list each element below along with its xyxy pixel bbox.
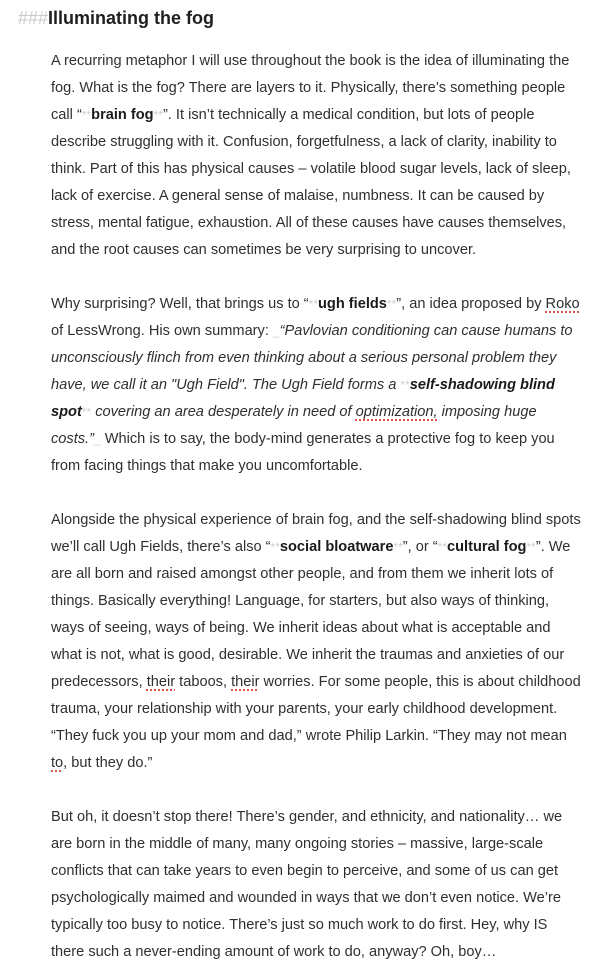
spellcheck-word[interactable]: their — [231, 673, 260, 690]
text: ”, or “ — [402, 538, 438, 555]
text: Why surprising? Well, that brings us to “ — [51, 295, 309, 312]
italic-marker: _ — [93, 431, 101, 446]
text: worries. For some people, this is about childhood trauma, your relationship with your parents, your early childhood development. “They fuck you up your mom and dad,” wrote Philip Larkin. “They may not mean — [51, 673, 581, 744]
text: A recurring metaphor I will use throughout the book is the idea of illuminating the fog. What is the fog? There are layers to it. Physically, there’s something people call “ — [51, 52, 570, 123]
text: of LessWrong. His own summary: — [51, 322, 273, 339]
bold-marker: ** — [386, 296, 397, 311]
section-heading — [18, 6, 214, 30]
text: ”, an idea proposed by — [396, 295, 546, 312]
spellcheck-word[interactable]: to — [51, 754, 64, 771]
paragraph-ugh-fields[interactable] — [51, 291, 581, 480]
bold-term-social-bloatware — [271, 539, 403, 555]
spellcheck-word[interactable]: optimization, — [355, 403, 438, 420]
bold-text: cultural fog — [447, 538, 527, 555]
bold-text: self-shadowing blind spot — [51, 376, 555, 420]
bold-marker: ** — [437, 539, 448, 554]
paragraph-brain-fog[interactable] — [51, 48, 581, 264]
bold-term-brain-fog — [82, 107, 163, 123]
bold-term-ugh-fields — [309, 296, 397, 312]
bold-marker: ** — [81, 107, 92, 122]
spellcheck-word[interactable]: Roko — [545, 295, 580, 312]
text: Which is to say, the body-mind generates a protective fog to keep you from facing things that make you uncomfortable. — [51, 430, 555, 474]
text: , but they do.” — [63, 754, 153, 771]
bold-marker: ** — [400, 377, 410, 392]
bold-marker: ** — [153, 107, 163, 122]
bold-marker: ** — [81, 404, 92, 419]
bold-marker: ** — [308, 296, 318, 311]
bold-marker: ** — [526, 539, 536, 554]
bold-marker: ** — [270, 539, 280, 554]
bold-term-cultural-fog — [438, 539, 536, 555]
italic-text: covering an area desperately in need of — [91, 403, 356, 420]
text: ”. We are all born and raised amongst other people, and from them we inherit lots of things. Basically everything! Language, for starters, but also ways of thinking, ways of seeing, ways of being. We inherit ideas about what is acceptable and what is not, what is good, desirable. We inherit the traumas and anxieties of our predecessors, — [51, 538, 571, 690]
heading-text: Illuminating the fog — [48, 8, 215, 28]
paragraph-conflicts[interactable] — [51, 804, 581, 966]
text: ”. It isn’t technically a medical condition, but lots of people describe struggling with it. Confusion, forgetfulness, a lack of clarity, inability to think. Part of this has physical causes – volatile blood sugar levels, lack of sleep, lack of exercise. A general sense of malaise, numbness. It can be caused by stress, mental fatigue, exhaustion. All of these causes have causes themselves, and the root causes can sometimes be very surprising to uncover. — [51, 106, 571, 258]
bold-marker: ** — [393, 539, 403, 554]
text: Alongside the physical experience of brain fog, and the self-shadowing blind spots we’ll call Ugh Fields, there’s also “ — [51, 511, 581, 555]
bold-text: social bloatware — [279, 538, 394, 555]
italic-quote — [51, 323, 573, 447]
bold-text: ugh fields — [318, 295, 387, 312]
italic-text: imposing huge costs.” — [51, 403, 537, 447]
italic-marker: _ — [272, 323, 280, 338]
bold-text: brain fog — [91, 106, 154, 123]
text: But oh, it doesn’t stop there! There’s gender, and ethnicity, and nationality… we are born in the middle of many, many ongoing stories – massive, large-scale conflicts that can take years to even begin to perceive, and some of us can get psychologically maimed and wounded in ways that we don’t even notice. We’re typically too busy to notice. There’s just so much work to do first. Hey, why IS there such a never-ending amount of work to do, anyway? Oh, boy… — [51, 808, 563, 960]
spellcheck-word[interactable]: their — [146, 673, 176, 690]
italic-text: “Pavlovian conditioning can cause humans to unconsciously flinch from even thinking about a serious personal problem they have, we call it an "Ugh Field". The Ugh Field forms a — [51, 322, 573, 393]
paragraph-cultural-fog[interactable] — [51, 507, 581, 777]
heading-marker: ### — [18, 8, 49, 28]
text: taboos, — [175, 673, 232, 690]
